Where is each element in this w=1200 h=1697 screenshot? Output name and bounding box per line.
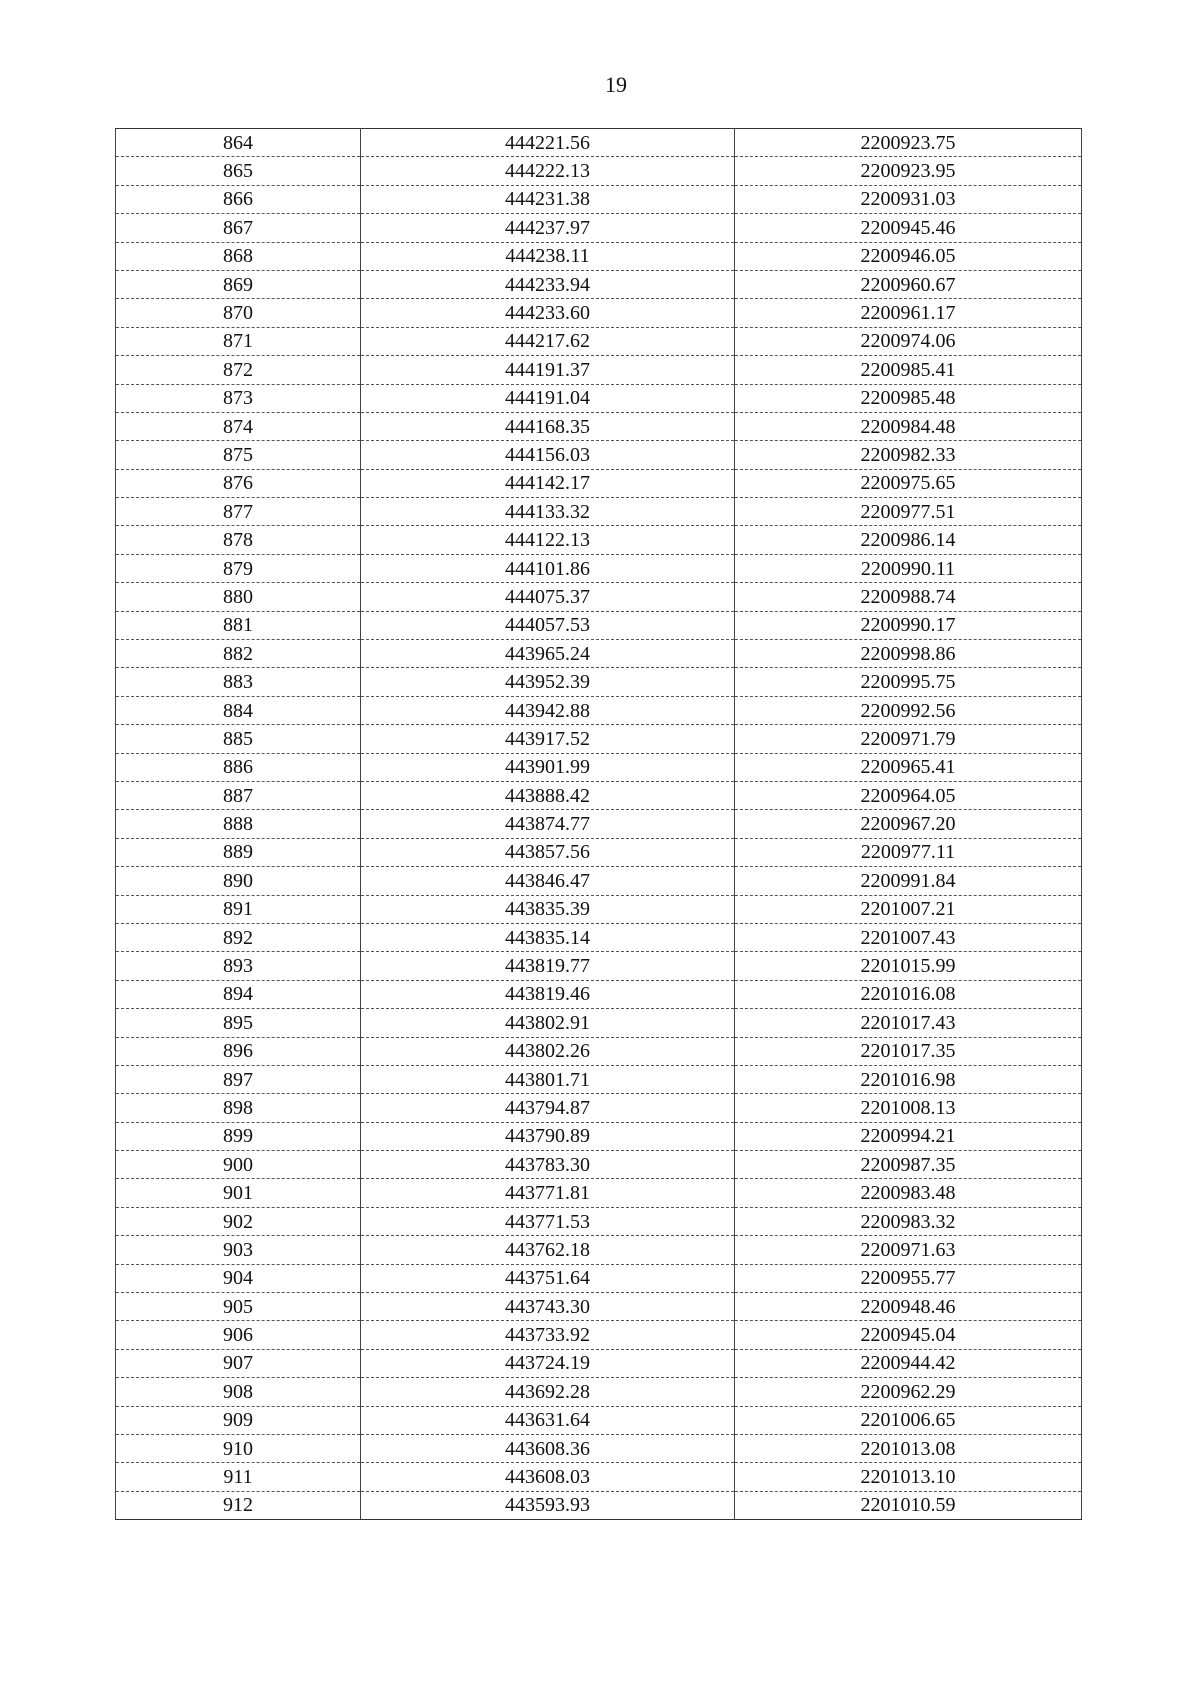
point-number-cell: 912	[116, 1491, 361, 1519]
table-row	[116, 157, 1082, 185]
table-row	[116, 526, 1082, 554]
x-coordinate-cell: 443801.71	[361, 1065, 735, 1093]
y-coordinate-cell: 2200964.05	[735, 781, 1082, 809]
table-row	[116, 867, 1082, 895]
table-row	[116, 1349, 1082, 1377]
table-row	[116, 923, 1082, 951]
table-row	[116, 753, 1082, 781]
point-number-cell: 895	[116, 1009, 361, 1037]
y-coordinate-cell: 2201016.98	[735, 1065, 1082, 1093]
y-coordinate-cell: 2200960.67	[735, 270, 1082, 298]
y-coordinate-cell: 2200986.14	[735, 526, 1082, 554]
x-coordinate-cell: 443783.30	[361, 1151, 735, 1179]
y-coordinate-cell: 2200983.48	[735, 1179, 1082, 1207]
point-number-cell: 905	[116, 1293, 361, 1321]
point-number-cell: 884	[116, 696, 361, 724]
x-coordinate-cell: 443835.39	[361, 895, 735, 923]
x-coordinate-cell: 444122.13	[361, 526, 735, 554]
y-coordinate-cell: 2200990.17	[735, 611, 1082, 639]
table-row	[116, 611, 1082, 639]
x-coordinate-cell: 444156.03	[361, 441, 735, 469]
x-coordinate-cell: 444191.37	[361, 356, 735, 384]
table-row	[116, 1065, 1082, 1093]
y-coordinate-cell: 2200998.86	[735, 640, 1082, 668]
x-coordinate-cell: 443771.81	[361, 1179, 735, 1207]
y-coordinate-cell: 2200944.42	[735, 1349, 1082, 1377]
x-coordinate-cell: 443874.77	[361, 810, 735, 838]
y-coordinate-cell: 2200987.35	[735, 1151, 1082, 1179]
y-coordinate-cell: 2201017.43	[735, 1009, 1082, 1037]
point-number-cell: 904	[116, 1264, 361, 1292]
table-row	[116, 214, 1082, 242]
y-coordinate-cell: 2200948.46	[735, 1293, 1082, 1321]
point-number-cell: 897	[116, 1065, 361, 1093]
x-coordinate-cell: 443901.99	[361, 753, 735, 781]
x-coordinate-cell: 443593.93	[361, 1491, 735, 1519]
x-coordinate-cell: 444168.35	[361, 412, 735, 440]
y-coordinate-cell: 2200983.32	[735, 1207, 1082, 1235]
point-number-cell: 887	[116, 781, 361, 809]
y-coordinate-cell: 2200992.56	[735, 696, 1082, 724]
x-coordinate-cell: 443952.39	[361, 668, 735, 696]
x-coordinate-cell: 443802.91	[361, 1009, 735, 1037]
y-coordinate-cell: 2200982.33	[735, 441, 1082, 469]
page-number: 19	[605, 72, 627, 97]
y-coordinate-cell: 2200977.11	[735, 838, 1082, 866]
y-coordinate-cell: 2201013.10	[735, 1463, 1082, 1491]
point-number-cell: 903	[116, 1236, 361, 1264]
y-coordinate-cell: 2200971.63	[735, 1236, 1082, 1264]
x-coordinate-cell: 443942.88	[361, 696, 735, 724]
y-coordinate-cell: 2200962.29	[735, 1378, 1082, 1406]
table-row	[116, 1122, 1082, 1150]
y-coordinate-cell: 2201010.59	[735, 1491, 1082, 1519]
point-number-cell: 865	[116, 157, 361, 185]
x-coordinate-cell: 444231.38	[361, 185, 735, 213]
point-number-cell: 882	[116, 640, 361, 668]
table-row	[116, 810, 1082, 838]
x-coordinate-cell: 444217.62	[361, 327, 735, 355]
y-coordinate-cell: 2200971.79	[735, 725, 1082, 753]
point-number-cell: 891	[116, 895, 361, 923]
table-row	[116, 1434, 1082, 1462]
table-row	[116, 1293, 1082, 1321]
table-row	[116, 242, 1082, 270]
table-row	[116, 640, 1082, 668]
point-number-cell: 888	[116, 810, 361, 838]
x-coordinate-cell: 444233.94	[361, 270, 735, 298]
x-coordinate-cell: 444101.86	[361, 554, 735, 582]
point-number-cell: 894	[116, 980, 361, 1008]
point-number-cell: 886	[116, 753, 361, 781]
table-row	[116, 1179, 1082, 1207]
y-coordinate-cell: 2200985.48	[735, 384, 1082, 412]
table-row	[116, 554, 1082, 582]
point-number-cell: 911	[116, 1463, 361, 1491]
point-number-cell: 890	[116, 867, 361, 895]
x-coordinate-cell: 443819.46	[361, 980, 735, 1008]
table-row	[116, 895, 1082, 923]
x-coordinate-cell: 444075.37	[361, 583, 735, 611]
table-row	[116, 129, 1082, 157]
y-coordinate-cell: 2201008.13	[735, 1094, 1082, 1122]
x-coordinate-cell: 443965.24	[361, 640, 735, 668]
point-number-cell: 910	[116, 1434, 361, 1462]
x-coordinate-cell: 443692.28	[361, 1378, 735, 1406]
x-coordinate-cell: 443917.52	[361, 725, 735, 753]
y-coordinate-cell: 2200945.04	[735, 1321, 1082, 1349]
table-row	[116, 299, 1082, 327]
y-coordinate-cell: 2200965.41	[735, 753, 1082, 781]
point-number-cell: 881	[116, 611, 361, 639]
table-row	[116, 1207, 1082, 1235]
x-coordinate-cell: 443835.14	[361, 923, 735, 951]
y-coordinate-cell: 2200984.48	[735, 412, 1082, 440]
x-coordinate-cell: 443846.47	[361, 867, 735, 895]
x-coordinate-cell: 443751.64	[361, 1264, 735, 1292]
y-coordinate-cell: 2200961.17	[735, 299, 1082, 327]
point-number-cell: 898	[116, 1094, 361, 1122]
x-coordinate-cell: 443733.92	[361, 1321, 735, 1349]
x-coordinate-cell: 443794.87	[361, 1094, 735, 1122]
x-coordinate-cell: 443857.56	[361, 838, 735, 866]
point-number-cell: 870	[116, 299, 361, 327]
y-coordinate-cell: 2200985.41	[735, 356, 1082, 384]
point-number-cell: 885	[116, 725, 361, 753]
table-row	[116, 412, 1082, 440]
x-coordinate-cell: 443762.18	[361, 1236, 735, 1264]
table-row	[116, 1151, 1082, 1179]
table-row	[116, 838, 1082, 866]
y-coordinate-cell: 2200923.95	[735, 157, 1082, 185]
point-number-cell: 873	[116, 384, 361, 412]
point-number-cell: 909	[116, 1406, 361, 1434]
table-row	[116, 1264, 1082, 1292]
point-number-cell: 902	[116, 1207, 361, 1235]
point-number-cell: 901	[116, 1179, 361, 1207]
y-coordinate-cell: 2200977.51	[735, 498, 1082, 526]
x-coordinate-cell: 443790.89	[361, 1122, 735, 1150]
y-coordinate-cell: 2201006.65	[735, 1406, 1082, 1434]
point-number-cell: 893	[116, 952, 361, 980]
point-number-cell: 876	[116, 469, 361, 497]
y-coordinate-cell: 2200946.05	[735, 242, 1082, 270]
coordinates-table-body	[116, 129, 1082, 1520]
x-coordinate-cell: 443771.53	[361, 1207, 735, 1235]
table-row	[116, 1037, 1082, 1065]
point-number-cell: 877	[116, 498, 361, 526]
point-number-cell: 868	[116, 242, 361, 270]
table-row	[116, 1491, 1082, 1519]
table-row	[116, 498, 1082, 526]
table-row	[116, 1236, 1082, 1264]
point-number-cell: 871	[116, 327, 361, 355]
table-row	[116, 980, 1082, 1008]
table-row	[116, 384, 1082, 412]
table-row	[116, 668, 1082, 696]
table-row	[116, 1378, 1082, 1406]
point-number-cell: 889	[116, 838, 361, 866]
y-coordinate-cell: 2201017.35	[735, 1037, 1082, 1065]
coordinates-table	[115, 128, 1082, 1520]
y-coordinate-cell: 2200974.06	[735, 327, 1082, 355]
point-number-cell: 906	[116, 1321, 361, 1349]
point-number-cell: 900	[116, 1151, 361, 1179]
x-coordinate-cell: 443819.77	[361, 952, 735, 980]
y-coordinate-cell: 2200923.75	[735, 129, 1082, 157]
table-row	[116, 1009, 1082, 1037]
table-row	[116, 696, 1082, 724]
y-coordinate-cell: 2200990.11	[735, 554, 1082, 582]
x-coordinate-cell: 444142.17	[361, 469, 735, 497]
point-number-cell: 867	[116, 214, 361, 242]
table-row	[116, 952, 1082, 980]
x-coordinate-cell: 444222.13	[361, 157, 735, 185]
x-coordinate-cell: 444133.32	[361, 498, 735, 526]
y-coordinate-cell: 2200995.75	[735, 668, 1082, 696]
table-row	[116, 469, 1082, 497]
x-coordinate-cell: 443608.36	[361, 1434, 735, 1462]
x-coordinate-cell: 444191.04	[361, 384, 735, 412]
point-number-cell: 908	[116, 1378, 361, 1406]
x-coordinate-cell: 444221.56	[361, 129, 735, 157]
y-coordinate-cell: 2200991.84	[735, 867, 1082, 895]
x-coordinate-cell: 443724.19	[361, 1349, 735, 1377]
table-row	[116, 185, 1082, 213]
x-coordinate-cell: 443888.42	[361, 781, 735, 809]
table-row	[116, 356, 1082, 384]
y-coordinate-cell: 2200975.65	[735, 469, 1082, 497]
point-number-cell: 892	[116, 923, 361, 951]
table-row	[116, 327, 1082, 355]
y-coordinate-cell: 2200955.77	[735, 1264, 1082, 1292]
x-coordinate-cell: 444057.53	[361, 611, 735, 639]
y-coordinate-cell: 2200945.46	[735, 214, 1082, 242]
y-coordinate-cell: 2201007.43	[735, 923, 1082, 951]
point-number-cell: 875	[116, 441, 361, 469]
table-row	[116, 1321, 1082, 1349]
point-number-cell: 896	[116, 1037, 361, 1065]
point-number-cell: 899	[116, 1122, 361, 1150]
point-number-cell: 869	[116, 270, 361, 298]
point-number-cell: 864	[116, 129, 361, 157]
point-number-cell: 878	[116, 526, 361, 554]
table-row	[116, 1094, 1082, 1122]
x-coordinate-cell: 443631.64	[361, 1406, 735, 1434]
table-row	[116, 1406, 1082, 1434]
x-coordinate-cell: 444237.97	[361, 214, 735, 242]
x-coordinate-cell: 444238.11	[361, 242, 735, 270]
point-number-cell: 879	[116, 554, 361, 582]
y-coordinate-cell: 2201015.99	[735, 952, 1082, 980]
y-coordinate-cell: 2200967.20	[735, 810, 1082, 838]
x-coordinate-cell: 443743.30	[361, 1293, 735, 1321]
y-coordinate-cell: 2201016.08	[735, 980, 1082, 1008]
table-row	[116, 270, 1082, 298]
y-coordinate-cell: 2200994.21	[735, 1122, 1082, 1150]
point-number-cell: 872	[116, 356, 361, 384]
table-row	[116, 583, 1082, 611]
x-coordinate-cell: 443608.03	[361, 1463, 735, 1491]
table-row	[116, 441, 1082, 469]
y-coordinate-cell: 2200931.03	[735, 185, 1082, 213]
x-coordinate-cell: 443802.26	[361, 1037, 735, 1065]
y-coordinate-cell: 2200988.74	[735, 583, 1082, 611]
point-number-cell: 883	[116, 668, 361, 696]
point-number-cell: 866	[116, 185, 361, 213]
table-row	[116, 781, 1082, 809]
x-coordinate-cell: 444233.60	[361, 299, 735, 327]
table-row	[116, 1463, 1082, 1491]
y-coordinate-cell: 2201007.21	[735, 895, 1082, 923]
point-number-cell: 874	[116, 412, 361, 440]
point-number-cell: 907	[116, 1349, 361, 1377]
point-number-cell: 880	[116, 583, 361, 611]
y-coordinate-cell: 2201013.08	[735, 1434, 1082, 1462]
table-row	[116, 725, 1082, 753]
